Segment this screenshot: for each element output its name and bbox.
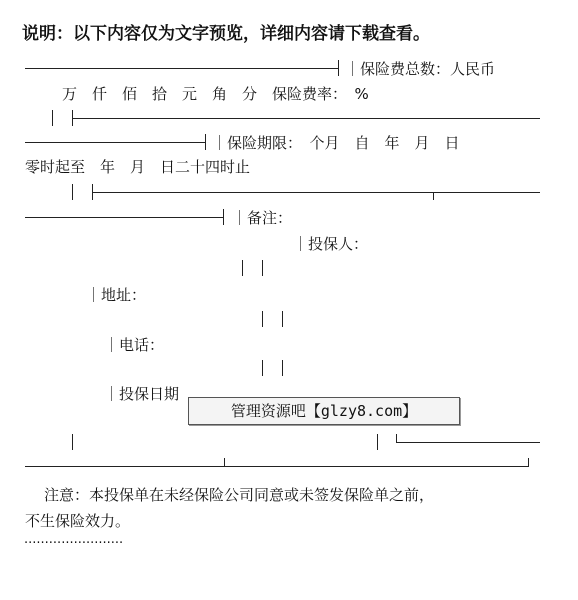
remarks-label: ｜备注： bbox=[232, 209, 293, 227]
attention-note: 注意：本投保单在未经保险公司同意或未签发保险单之前， bbox=[44, 486, 435, 504]
premium-total-label: ｜保险费总数：人民币 bbox=[345, 60, 496, 78]
rule-tick bbox=[433, 192, 434, 200]
dotted-separator: ························ bbox=[24, 536, 124, 551]
rule-line bbox=[72, 118, 540, 119]
rule-tick bbox=[205, 134, 206, 150]
premium-units-and-rate: 万 仟 佰 拾 元 角 分 保险费率： % bbox=[62, 85, 369, 103]
rule-line bbox=[92, 192, 540, 193]
rule-tick bbox=[242, 260, 243, 276]
rule-tick bbox=[52, 110, 53, 126]
rule-tick bbox=[223, 209, 224, 225]
attention-note-continued: 不生保险效力。 bbox=[25, 512, 131, 530]
rule-tick bbox=[338, 60, 339, 76]
watermark-banner: 管理资源吧【glzy8.com】 bbox=[188, 397, 460, 425]
insurance-period-label: ｜保险期限： 个月 自 年 月 日 bbox=[212, 134, 460, 152]
rule-tick bbox=[72, 434, 73, 450]
rule-line bbox=[396, 442, 540, 443]
rule-line bbox=[25, 68, 338, 69]
address-label: ｜地址： bbox=[86, 286, 147, 304]
rule-tick bbox=[282, 311, 283, 327]
rule-line bbox=[25, 142, 205, 143]
application-date-label: ｜投保日期 bbox=[104, 385, 180, 403]
rule-tick bbox=[72, 184, 73, 200]
phone-label: ｜电话： bbox=[104, 336, 165, 354]
rule-tick bbox=[224, 458, 225, 466]
rule-tick bbox=[396, 434, 397, 442]
rule-tick bbox=[262, 311, 263, 327]
rule-tick bbox=[282, 360, 283, 376]
rule-tick bbox=[377, 434, 378, 450]
rule-tick bbox=[262, 360, 263, 376]
preview-notice: 说明：以下内容仅为文字预览，详细内容请下载查看。 bbox=[22, 24, 430, 44]
insurance-period-end: 零时起至 年 月 日二十四时止 bbox=[25, 158, 251, 176]
rule-tick bbox=[262, 260, 263, 276]
rule-tick bbox=[528, 458, 529, 466]
rule-line bbox=[25, 217, 223, 218]
policyholder-label: ｜投保人： bbox=[293, 235, 369, 253]
rule-line bbox=[25, 466, 529, 467]
